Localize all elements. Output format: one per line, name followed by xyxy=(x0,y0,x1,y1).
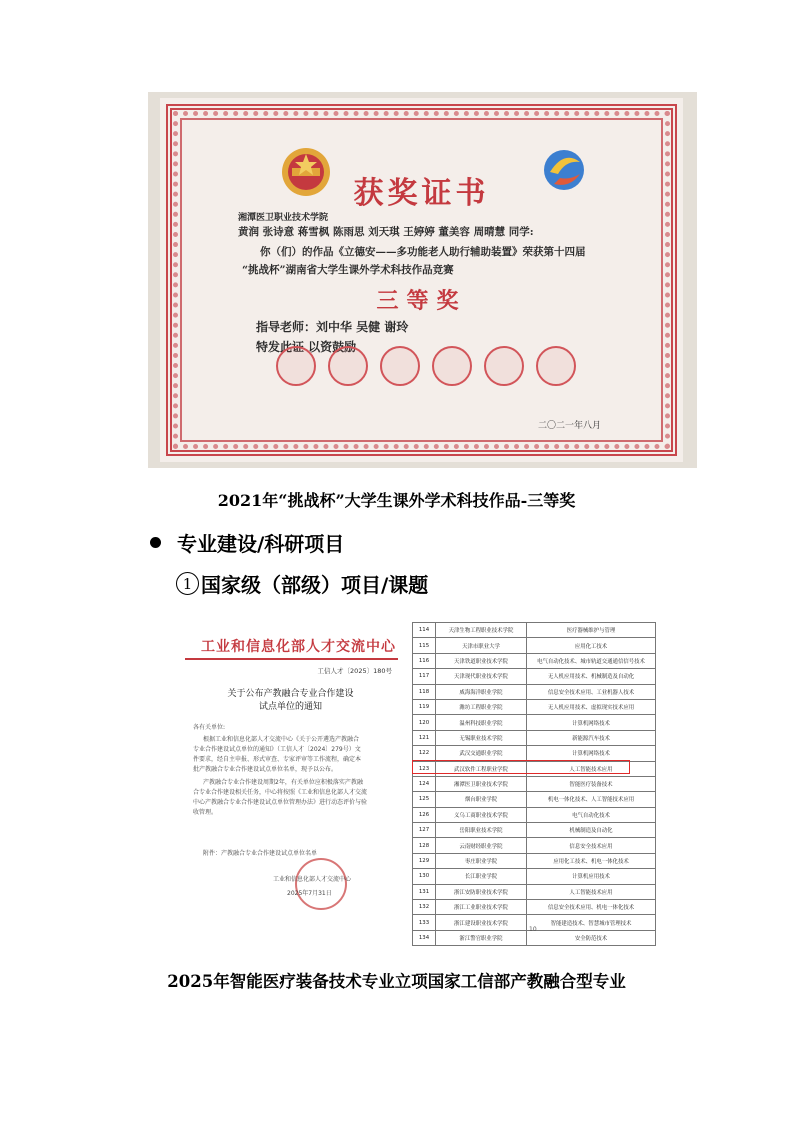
table-row xyxy=(413,838,656,853)
row-number: 115 xyxy=(413,638,436,653)
row-number: 118 xyxy=(413,684,436,699)
section-heading-text: 专业建设/科研项目 xyxy=(177,532,345,556)
row-number: 120 xyxy=(413,715,436,730)
major-name: 计算机网络技术 xyxy=(527,746,656,761)
certificate-line-1: 你（们）的作品《立德安——多功能老人助行辅助装置》荣获第十四届 xyxy=(260,246,586,258)
certificate-card xyxy=(160,98,683,462)
school-name: 岳阳职业技术学院 xyxy=(436,823,527,838)
notice-document xyxy=(183,622,398,927)
row-number: 124 xyxy=(413,776,436,791)
major-name: 信息安全技术应用 xyxy=(527,838,656,853)
notice-red-rule xyxy=(185,658,398,660)
seal-stamp-3 xyxy=(380,346,420,386)
major-name: 应用化工技术、机电一体化技术 xyxy=(527,853,656,868)
certificate-students: 黄润 张诗意 蒋雪枫 陈雨思 刘天琪 王婷婷 董美容 周晴慧 同学: xyxy=(238,226,534,238)
row-number: 119 xyxy=(413,699,436,714)
row-number: 133 xyxy=(413,915,436,930)
row-number: 123 xyxy=(413,761,436,776)
notice-doc-number: 工信人才〔2025〕180号 xyxy=(317,667,392,675)
table-row xyxy=(413,623,656,638)
major-name: 智能建造技术、智慧城市管理技术 xyxy=(527,915,656,930)
row-number: 117 xyxy=(413,669,436,684)
seal-stamp-1 xyxy=(276,346,316,386)
school-name: 湘潭医卫职业技术学院 xyxy=(436,776,527,791)
school-name: 温州科技职业学院 xyxy=(436,715,527,730)
school-name: 武汉交通职业学院 xyxy=(436,746,527,761)
certificate-encourage: 特发此证 以资鼓励 xyxy=(256,340,357,354)
certificate-photo xyxy=(148,92,697,468)
notice-signer: 工业和信息化部人才交流中心 xyxy=(273,876,352,883)
school-name: 无锡职业技术学院 xyxy=(436,730,527,745)
notice-paragraph: 专业合作建设试点单位的通知》（工信人才〔2024〕279号）文 xyxy=(193,746,361,753)
school-name: 天津现代职业技术学院 xyxy=(436,669,527,684)
row-number: 121 xyxy=(413,730,436,745)
major-name: 无人机应用技术、机械制造及自动化 xyxy=(527,669,656,684)
school-name: 义乌工商职业技术学院 xyxy=(436,807,527,822)
certificate-advisors: 指导老师：刘中华 吴健 谢玲 xyxy=(256,320,409,334)
seal-stamp-5 xyxy=(484,346,524,386)
table-row xyxy=(413,699,656,714)
major-name: 机械制造及自动化 xyxy=(527,823,656,838)
pilot-unit-list xyxy=(412,622,656,946)
notice-paragraph: 根据工业和信息化部人才交流中心《关于公开遴选产教融合 xyxy=(203,736,360,743)
major-name: 医疗器械维护与管理 xyxy=(527,623,656,638)
table-row xyxy=(413,900,656,915)
school-name: 浙江建设职业技术学院 xyxy=(436,915,527,930)
row-number: 131 xyxy=(413,884,436,899)
subsection-heading-text: 国家级（部级）项目/课题 xyxy=(201,573,429,597)
table-row xyxy=(413,715,656,730)
school-name: 烟台职业学院 xyxy=(436,792,527,807)
school-name: 潍坊工程职业学院 xyxy=(436,699,527,714)
certificate-title: 获奖证书 xyxy=(353,176,490,211)
certificate-prize: 三等奖 xyxy=(376,288,467,314)
subsection-heading xyxy=(176,569,428,598)
major-name: 信息安全技术应用、工业机器人技术 xyxy=(527,684,656,699)
table-row xyxy=(413,746,656,761)
notice-org: 工业和信息化部人才交流中心 xyxy=(201,639,396,655)
certificate-school: 湘潭医卫职业技术学院 xyxy=(238,213,329,223)
notice-paragraph: 中心产教融合专业合作建设试点单位管理办法》进行动态评价与验 xyxy=(193,799,368,806)
major-name: 计算机网络技术 xyxy=(527,715,656,730)
notice-title-line-1: 关于公布产教融合专业合作建设 xyxy=(227,689,354,699)
major-name: 信息安全技术应用、机电一体化技术 xyxy=(527,900,656,915)
pilot-unit-table xyxy=(412,622,656,946)
school-name: 威海海洋职业学院 xyxy=(436,684,527,699)
seal-stamp-6 xyxy=(536,346,576,386)
notice-date: 2025年7月31日 xyxy=(287,890,332,897)
row-number: 130 xyxy=(413,869,436,884)
major-name: 电气自动化技术、城市轨道交通通信信号技术 xyxy=(527,653,656,668)
major-name: 无人机应用技术、虚拟现实技术应用 xyxy=(527,699,656,714)
table-row xyxy=(413,653,656,668)
row-number: 114 xyxy=(413,623,436,638)
table-row xyxy=(413,807,656,822)
school-name: 天津市职业大学 xyxy=(436,638,527,653)
major-name: 安全防范技术 xyxy=(527,930,656,945)
highlight-box xyxy=(412,760,630,774)
school-name: 武汉软件工程职业学院 xyxy=(436,761,527,776)
row-number: 122 xyxy=(413,746,436,761)
table-row xyxy=(413,869,656,884)
certificate-date: 二〇二一年八月 xyxy=(538,421,602,431)
row-number: 129 xyxy=(413,853,436,868)
notice-attachment: 附件：产教融合专业合作建设试点单位名单 xyxy=(203,850,318,857)
major-name: 人工智能技术应用 xyxy=(527,884,656,899)
row-number: 126 xyxy=(413,807,436,822)
major-name: 应用化工技术 xyxy=(527,638,656,653)
table-row xyxy=(413,669,656,684)
row-number: 128 xyxy=(413,838,436,853)
school-name: 浙江警官职业学院 xyxy=(436,930,527,945)
school-name: 天津铁道职业技术学院 xyxy=(436,653,527,668)
school-name: 天津生物工程职业技术学院 xyxy=(436,623,527,638)
notice-paragraph: 件要求，经自主申报、形式审查、专家评审等工作流程，确定本 xyxy=(193,756,362,763)
section-heading xyxy=(150,528,344,557)
seal-stamp-4 xyxy=(432,346,472,386)
major-name: 新能源汽车技术 xyxy=(527,730,656,745)
major-name: 计算机应用技术 xyxy=(527,869,656,884)
table-row xyxy=(413,792,656,807)
notice-paragraph: 收管理。 xyxy=(193,809,218,816)
bottom-caption: 2025年智能医疗装备技术专业立项国家工信部产教融合型专业 xyxy=(167,972,626,991)
school-name: 长江职业学院 xyxy=(436,869,527,884)
table-row xyxy=(413,730,656,745)
table-row xyxy=(413,823,656,838)
school-name: 浙江安防职业技术学院 xyxy=(436,884,527,899)
certificate-line-2: “挑战杯”湖南省大学生课外学术科技作品竞赛 xyxy=(242,264,454,276)
table-row xyxy=(413,884,656,899)
notice-paragraph: 批产教融合专业合作建设试点单位名单，现予以公布。 xyxy=(193,766,338,773)
row-number: 127 xyxy=(413,823,436,838)
notice-paragraph: 合专业合作建设相关任务，中心将按照《工业和信息化部人才交流 xyxy=(193,789,368,796)
notice-title-line-2: 试点单位的通知 xyxy=(258,702,322,712)
school-name: 云南财经职业学院 xyxy=(436,838,527,853)
table-row xyxy=(413,853,656,868)
row-number: 134 xyxy=(413,930,436,945)
major-name: 机电一体化技术、人工智能技术应用 xyxy=(527,792,656,807)
major-name: 人工智能技术应用 xyxy=(527,761,656,776)
row-number: 125 xyxy=(413,792,436,807)
row-number: 116 xyxy=(413,653,436,668)
table-row xyxy=(413,684,656,699)
table-row xyxy=(413,638,656,653)
circled-number-icon: 1 xyxy=(176,572,199,595)
notice-paragraph: 产教融合专业合作建设周期2年，有关单位应积极落实产教融 xyxy=(203,779,363,786)
notice-greeting: 各有关单位: xyxy=(193,724,226,731)
bullet-icon xyxy=(150,537,161,548)
major-name: 智能医疗装备技术 xyxy=(527,776,656,791)
table-row xyxy=(413,776,656,791)
major-name: 电气自动化技术 xyxy=(527,807,656,822)
notice-official-seal xyxy=(295,858,347,910)
certificate-caption: 2021年“挑战杯”大学生课外学术科技作品-三等奖 xyxy=(217,491,576,510)
school-name: 枣庄职业学院 xyxy=(436,853,527,868)
certificate-inner-border xyxy=(180,118,663,442)
row-number: 132 xyxy=(413,900,436,915)
seal-stamp-2 xyxy=(328,346,368,386)
school-name: 浙江工业职业技术学院 xyxy=(436,900,527,915)
table-page-number: 10 xyxy=(529,926,537,933)
